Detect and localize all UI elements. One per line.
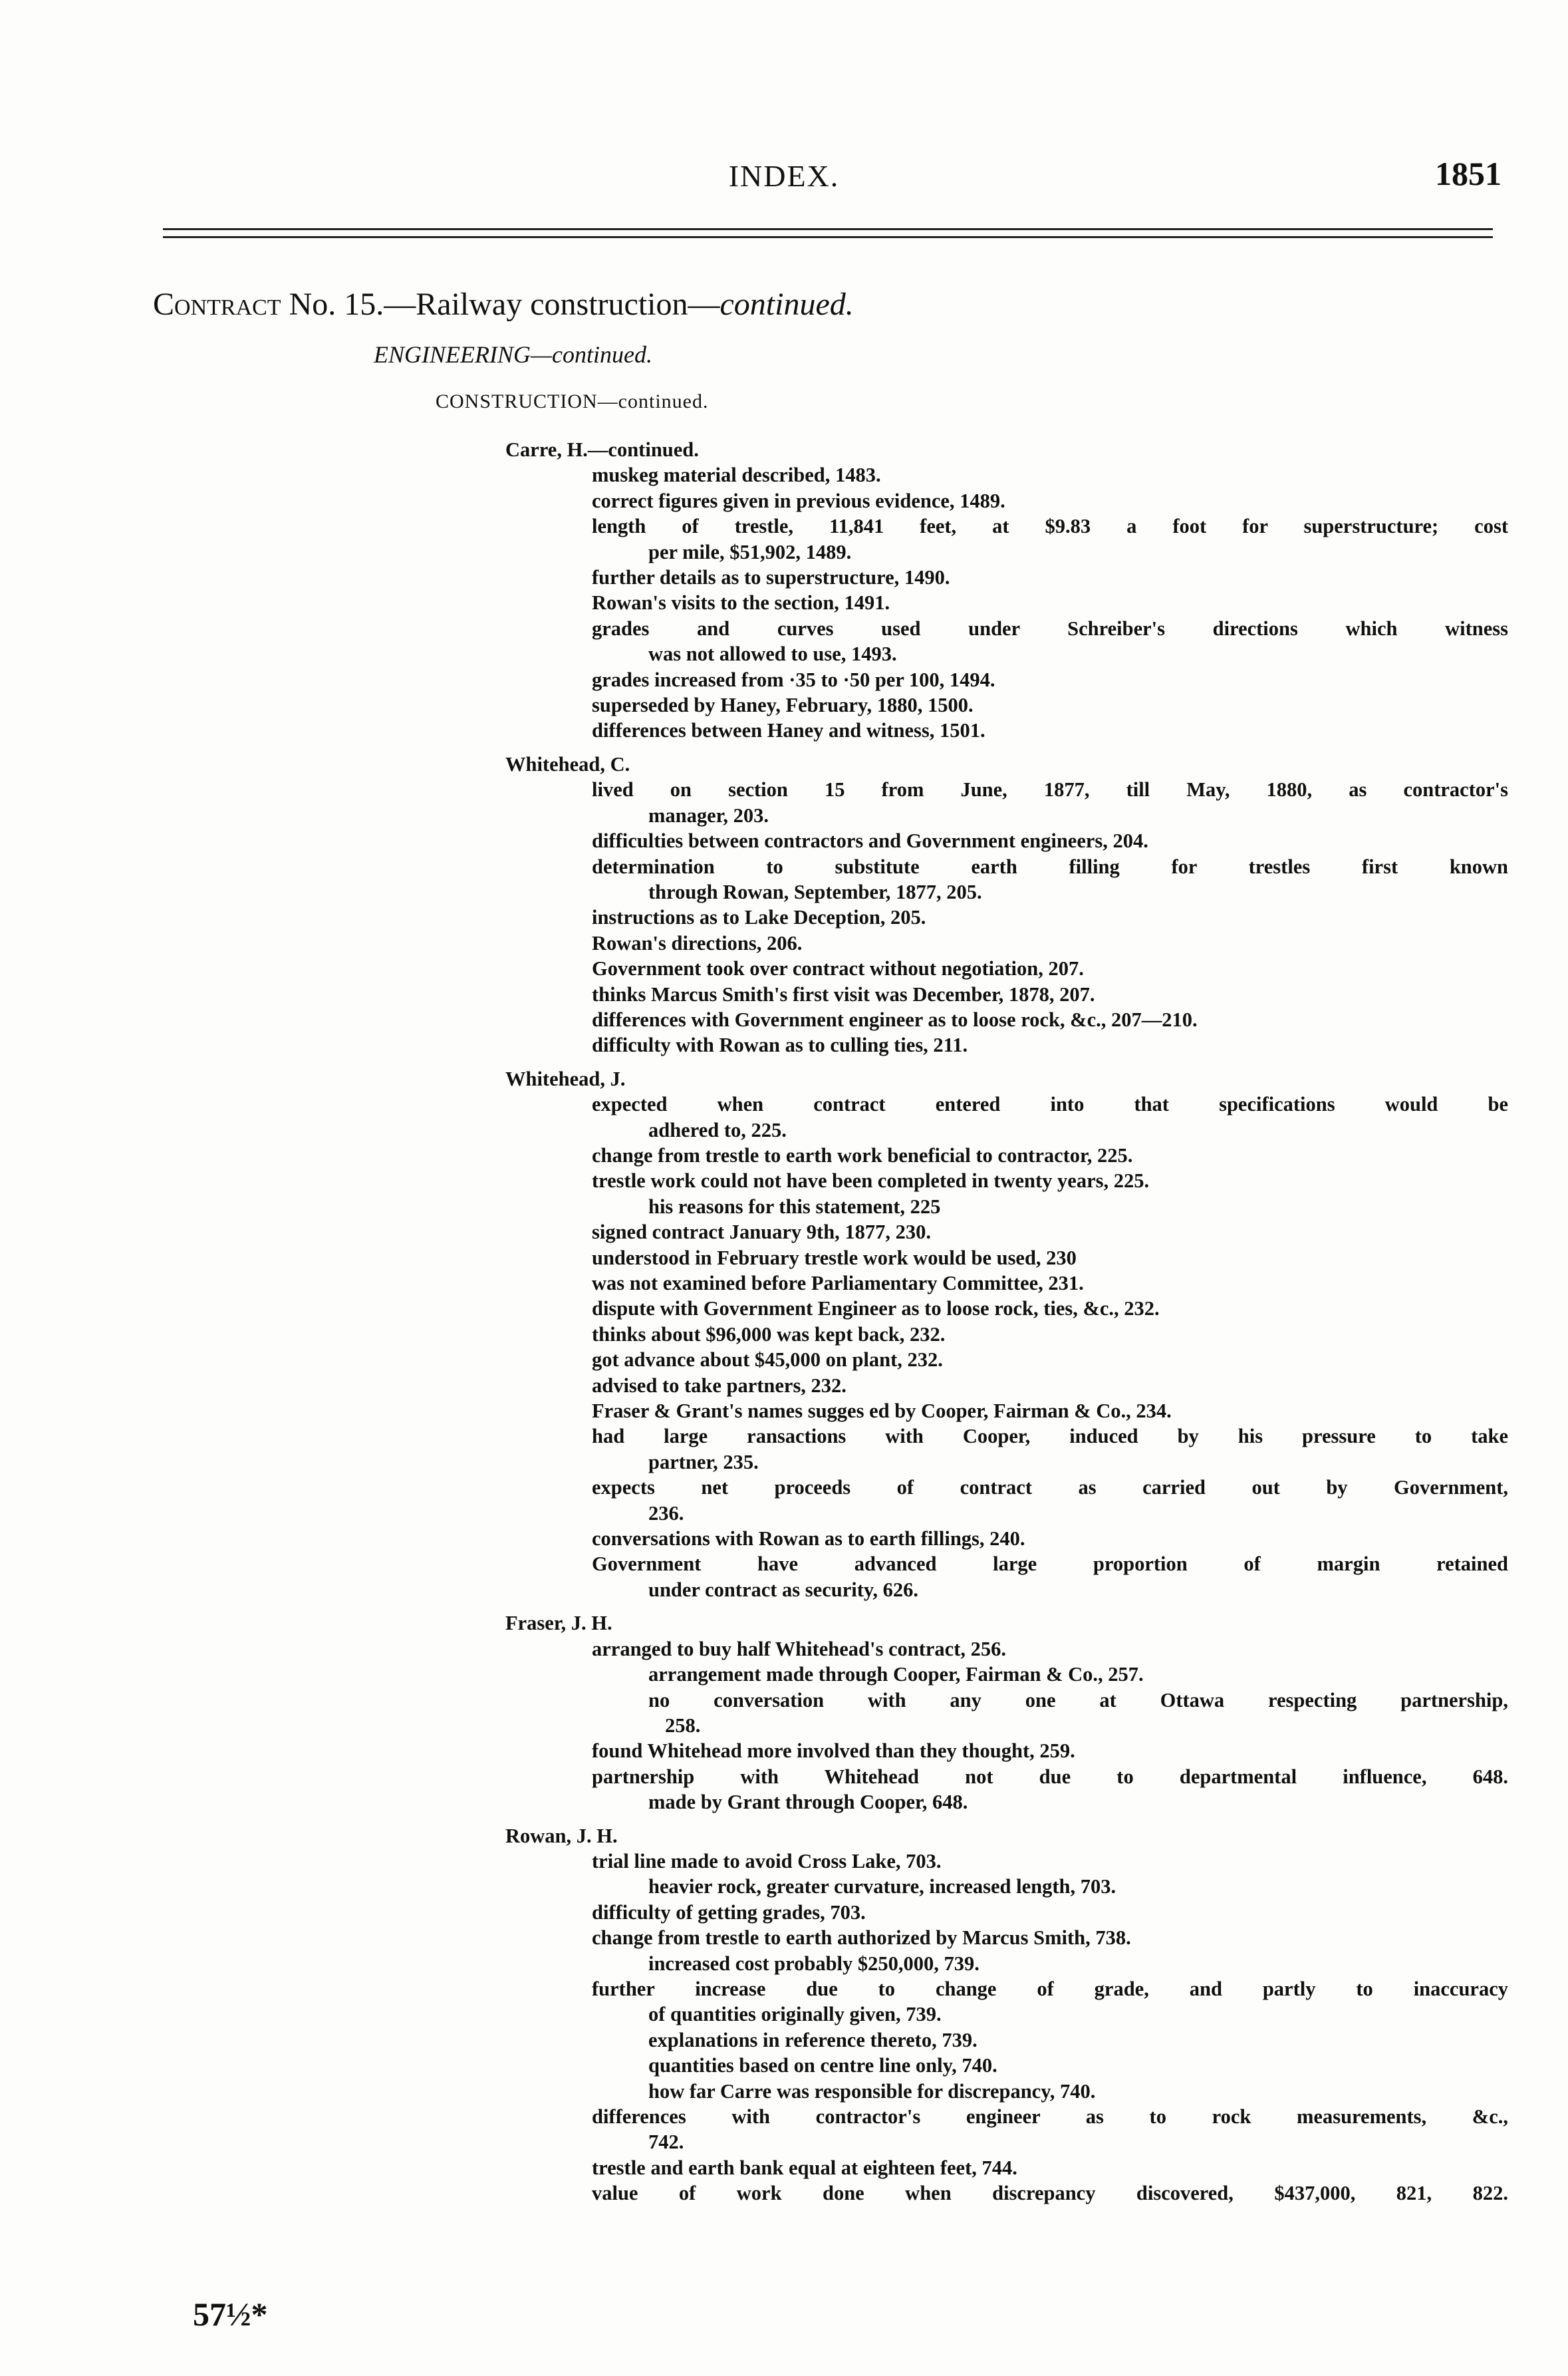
contract-heading-continued: continued.: [719, 287, 854, 322]
index-entry: correct figures given in previous evidence, 1489.: [592, 489, 1005, 512]
index-entry: Rowan's visits to the section, 1491.: [592, 591, 890, 615]
index-entry: change from trestle to earth authorized by Marcus Smith, 738.: [592, 1926, 1131, 1950]
contract-heading-text: No. 15.—Railway construction—: [281, 287, 720, 322]
index-entry-continuation: arrangement made through Cooper, Fairman & Co., 257.: [648, 1663, 1144, 1686]
index-entry-continuation: 236.: [648, 1501, 684, 1525]
index-entry: Rowan's directions, 206.: [592, 931, 803, 955]
running-header-title: INDEX.: [728, 159, 840, 193]
index-entry: Government have advanced large proportion of margin retained: [592, 1553, 1508, 1576]
index-entry-continuation: his reasons for this statement, 225: [648, 1195, 941, 1218]
index-entry-continuation: 258.: [665, 1713, 701, 1737]
index-entry-continuation: of quantities originally given, 739.: [648, 2003, 942, 2026]
index-entry-continuation: partner, 235.: [648, 1450, 759, 1473]
index-entry: conversations with Rowan as to earth fillings, 240.: [592, 1527, 1025, 1551]
index-entry-continuation: 742.: [648, 2131, 684, 2154]
index-entry: further details as to superstructure, 1490.: [592, 566, 950, 589]
index-entry: partnership with Whitehead not due to departmental influence, 648.: [592, 1765, 1508, 1788]
index-entry: signed contract January 9th, 1877, 230.: [592, 1221, 932, 1244]
index-entry: trestle and earth bank equal at eighteen feet, 744.: [592, 2156, 1017, 2179]
index-entry: thinks Marcus Smith's first visit was December, 1878, 207.: [592, 982, 1095, 1006]
index-entry-continuation: through Rowan, September, 1877, 205.: [648, 880, 982, 903]
index-name-heading: Whitehead, J.: [505, 1067, 626, 1090]
index-entry: muskeg material described, 1483.: [592, 464, 881, 487]
index-entry: Fraser & Grant's names sugges ed by Cooper, Fairman & Co., 234.: [592, 1400, 1172, 1423]
index-entry-continuation: was not allowed to use, 1493.: [648, 643, 897, 666]
index-entry: differences with Government engineer as to loose rock, &c., 207—210.: [592, 1008, 1198, 1031]
index-entry: differences with contractor's engineer as to rock measurements, &c.,: [592, 2105, 1508, 2128]
index-entry-continuation: adhered to, 225.: [648, 1118, 787, 1141]
index-entry: differences between Haney and witness, 1501.: [592, 719, 985, 742]
contract-heading: [153, 286, 854, 323]
index-entry: was not examined before Parliamentary Committee, 231.: [592, 1272, 1084, 1294]
index-name-heading: Whitehead, C.: [505, 752, 630, 776]
index-entry: instructions as to Lake Deception, 205.: [592, 906, 926, 929]
index-entry-continuation: heavier rock, greater curvature, increased length, 703.: [648, 1875, 1116, 1898]
subsection-heading-construction: CONSTRUCTION—continued.: [436, 390, 709, 412]
index-entry: trestle work could not have been completed in twenty years, 225.: [592, 1169, 1150, 1193]
contract-heading-prefix: Contract: [153, 287, 281, 322]
index-entry: arranged to buy half Whitehead's contract, 256.: [592, 1637, 1006, 1660]
index-name-heading: Fraser, J. H.: [505, 1612, 612, 1635]
index-entry: understood in February trestle work would be used, 230: [592, 1246, 1077, 1269]
index-entry-continuation: how far Carre was responsible for discrepancy, 740.: [648, 2079, 1096, 2103]
index-name-heading: Carre, H.—continued.: [505, 438, 699, 461]
index-entry: length of trestle, 11,841 feet, at $9.83 a foot for superstructure; cost: [592, 515, 1508, 538]
index-entry: lived on section 15 from June, 1877, till May, 1880, as contractor's: [592, 778, 1508, 802]
index-entry-continuation: under contract as security, 626.: [648, 1578, 919, 1601]
section-heading-engineering: ENGINEERING—continued.: [374, 341, 652, 368]
index-entry-continuation: increased cost probably $250,000, 739.: [648, 1952, 980, 1975]
index-entry: dispute with Government Engineer as to loose rock, ties, &c., 232.: [592, 1297, 1160, 1320]
index-entry: determination to substitute earth filling for trestles first known: [592, 855, 1508, 878]
index-entry: difficulty with Rowan as to culling ties, 211.: [592, 1034, 968, 1057]
index-entry-continuation: manager, 203.: [648, 804, 769, 827]
index-entry: advised to take partners, 232.: [592, 1374, 847, 1397]
index-entry: Government took over contract without negotiation, 207.: [592, 957, 1084, 980]
index-entry: superseded by Haney, February, 1880, 1500.: [592, 694, 974, 717]
header-rule-bottom: [163, 236, 1493, 238]
index-entry: trial line made to avoid Cross Lake, 703.: [592, 1849, 942, 1872]
index-entry: grades and curves used under Schreiber's directions which witness: [592, 617, 1508, 640]
index-name-heading: Rowan, J. H.: [505, 1824, 618, 1847]
index-entry: further increase due to change of grade, and partly to inaccuracy: [592, 1977, 1508, 2000]
index-entry: value of work done when discrepancy discovered, $437,000, 821, 822.: [592, 2182, 1508, 2205]
index-entry-continuation: quantities based on centre line only, 740.: [648, 2054, 997, 2077]
index-entry-continuation: per mile, $51,902, 1489.: [648, 540, 852, 563]
index-entry-continuation: explanations in reference thereto, 739.: [648, 2028, 978, 2051]
index-entry-continuation: no conversation with any one at Ottawa respecting partnership,: [648, 1688, 1508, 1711]
index-entry: change from trestle to earth work beneficial to contractor, 225.: [592, 1143, 1133, 1167]
index-entry: found Whitehead more involved than they thought, 259.: [592, 1739, 1075, 1763]
index-entry: had large ransactions with Cooper, induced by his pressure to take: [592, 1425, 1508, 1448]
signature-mark: 57½*: [193, 2296, 268, 2333]
page-number: 1851: [1435, 155, 1502, 192]
index-entry: expected when contract entered into that specifications would be: [592, 1093, 1508, 1116]
index-entry: got advance about $45,000 on plant, 232.: [592, 1348, 943, 1372]
index-entry-continuation: made by Grant through Cooper, 648.: [648, 1791, 968, 1814]
header-rule-top: [163, 228, 1493, 230]
index-entry: grades increased from ·35 to ·50 per 100, 1494.: [592, 668, 995, 691]
index-entry: difficulties between contractors and Government engineers, 204.: [592, 829, 1148, 853]
index-entry: difficulty of getting grades, 703.: [592, 1900, 866, 1924]
index-entries: [505, 429, 1508, 2206]
index-entry: thinks about $96,000 was kept back, 232.: [592, 1322, 946, 1346]
index-entry: expects net proceeds of contract as carried out by Government,: [592, 1476, 1508, 1499]
